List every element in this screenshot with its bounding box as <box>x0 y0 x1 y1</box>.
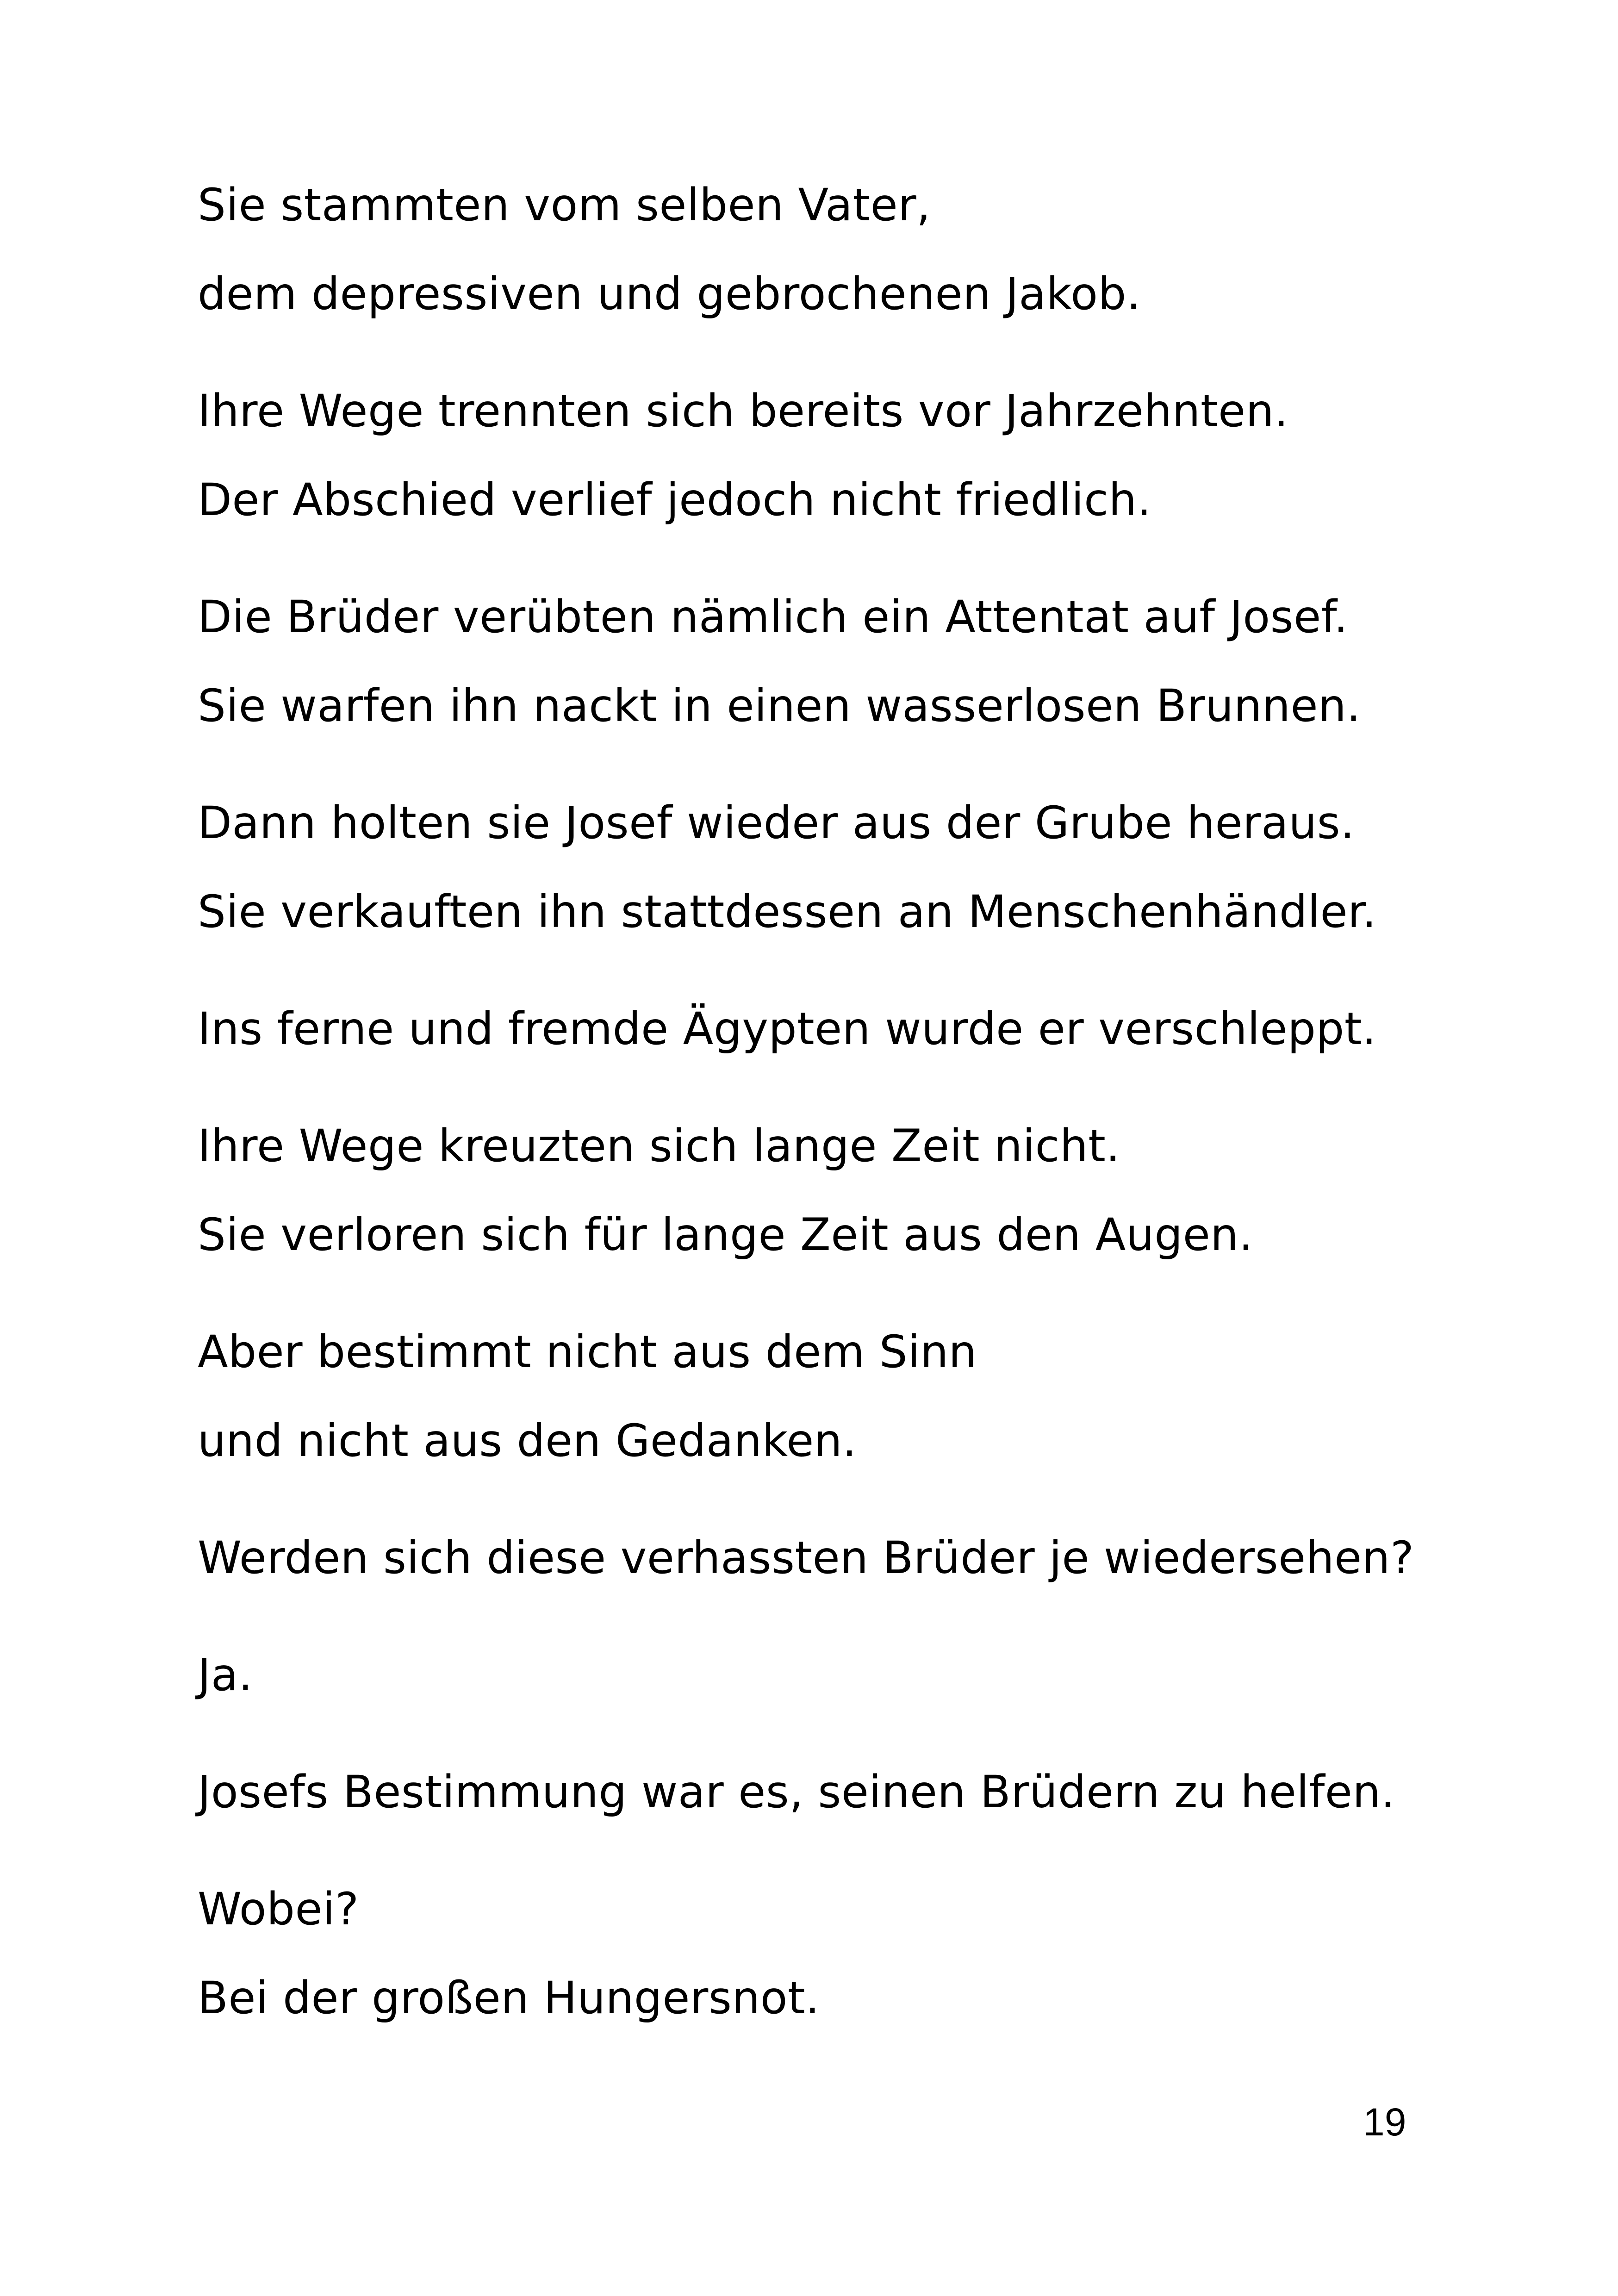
text-line-11: Sie verloren sich für lange Zeit aus den Augen. <box>198 1209 1253 1261</box>
text-line-10: Ihre Wege kreuzten sich lange Zeit nicht. <box>198 1120 1120 1172</box>
text-line-15: Ja. <box>198 1649 253 1701</box>
text-line-14: Werden sich diese verhassten Brüder je wiedersehen? <box>198 1532 1414 1584</box>
text-line-1: Sie stammten vom selben Vater, <box>198 179 931 231</box>
text-line-16: Josefs Bestimmung war es, seinen Brüdern zu helfen. <box>198 1766 1395 1818</box>
text-line-3: Ihre Wege trennten sich bereits vor Jahrzehnten. <box>198 385 1289 437</box>
text-line-17: Wobei? <box>198 1883 359 1935</box>
text-line-2: dem depressiven und gebrochenen Jakob. <box>198 268 1141 320</box>
text-line-18: Bei der großen Hungersnot. <box>198 1972 820 2024</box>
text-line-9: Ins ferne und fremde Ägypten wurde er verschleppt. <box>198 1003 1377 1055</box>
text-line-13: und nicht aus den Gedanken. <box>198 1415 857 1467</box>
page-number: 19 <box>1363 2100 1406 2144</box>
text-line-5: Die Brüder verübten nämlich ein Attentat auf Josef. <box>198 591 1349 643</box>
text-line-12: Aber bestimmt nicht aus dem Sinn <box>198 1326 977 1378</box>
text-line-8: Sie verkauften ihn stattdessen an Menschenhändler. <box>198 886 1377 938</box>
text-line-4: Der Abschied verlief jedoch nicht friedlich. <box>198 474 1151 526</box>
text-line-7: Dann holten sie Josef wieder aus der Grube heraus. <box>198 797 1355 849</box>
text-line-6: Sie warfen ihn nackt in einen wasserlosen Brunnen. <box>198 680 1361 732</box>
